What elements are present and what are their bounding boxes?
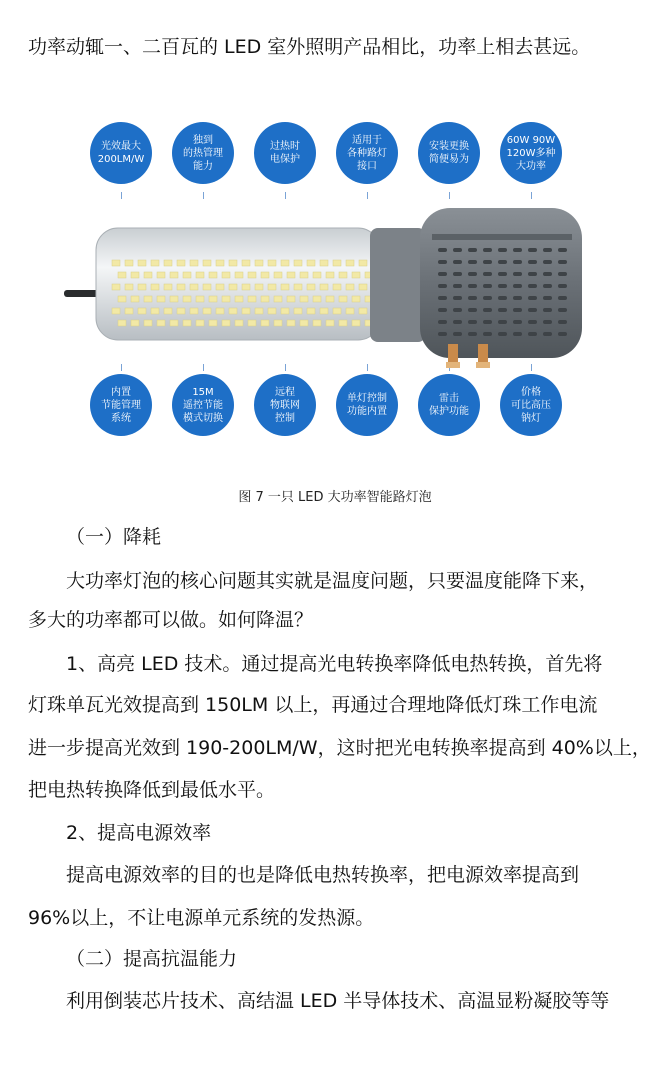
led-chip [229, 260, 237, 266]
led-chip [248, 272, 256, 278]
heat-sink-vent [453, 248, 462, 252]
led-chip [300, 320, 308, 326]
led-chip [281, 308, 289, 314]
led-chip [339, 320, 347, 326]
led-chip [203, 284, 211, 290]
led-chip [268, 260, 276, 266]
led-chip [151, 308, 159, 314]
led-chip [177, 308, 185, 314]
heat-sink-vent [468, 320, 477, 324]
led-chip [203, 308, 211, 314]
heat-sink-vent [513, 272, 522, 276]
heat-sink-vent [558, 308, 567, 312]
led-chip [216, 260, 224, 266]
heat-sink-vent [498, 272, 507, 276]
led-chip [307, 284, 315, 290]
led-chip [118, 272, 126, 278]
led-chip [196, 320, 204, 326]
led-chip [138, 308, 146, 314]
led-chip [352, 296, 360, 302]
led-chip [222, 272, 230, 278]
led-chip [170, 296, 178, 302]
led-chip [170, 272, 178, 278]
heat-sink-vent [528, 308, 537, 312]
led-chip [320, 260, 328, 266]
text-line: 多大的功率都可以做。如何降温？ [28, 609, 314, 631]
led-chip [255, 260, 263, 266]
led-chip [125, 260, 133, 266]
heat-sink-vent [543, 260, 552, 264]
led-chip [183, 320, 191, 326]
led-chip [170, 320, 178, 326]
led-chip [183, 272, 191, 278]
top-feature-badge: 60W 90W 120W多种 大功率 [500, 122, 562, 184]
heat-sink-vent [438, 320, 447, 324]
led-chip [261, 320, 269, 326]
led-chip [138, 260, 146, 266]
led-chip [313, 272, 321, 278]
led-chip [274, 272, 282, 278]
heat-sink-vent [528, 320, 537, 324]
heat-sink-vent [483, 272, 492, 276]
heat-sink-vent [438, 284, 447, 288]
led-chip [274, 320, 282, 326]
text-line: 把电热转换降低到最低水平。 [28, 779, 276, 801]
bottom-feature-badge: 远程 物联网 控制 [254, 374, 316, 436]
led-chip [326, 320, 334, 326]
led-chip [274, 296, 282, 302]
led-chip [346, 308, 354, 314]
led-chip [235, 320, 243, 326]
led-chip [242, 308, 250, 314]
led-chip [300, 272, 308, 278]
top-feature-badge: 光效最大 200LM/W [90, 122, 152, 184]
led-chip [268, 308, 276, 314]
heat-sink-vent [453, 260, 462, 264]
led-chip [307, 308, 315, 314]
led-chip [281, 284, 289, 290]
top-feature-badge: 过热时 电保护 [254, 122, 316, 184]
heat-sink-vent [483, 308, 492, 312]
heat-sink-vent [498, 248, 507, 252]
led-chip [196, 296, 204, 302]
led-chip [183, 296, 191, 302]
heat-sink-vent [483, 248, 492, 252]
led-chip [222, 320, 230, 326]
heat-sink-vent [558, 284, 567, 288]
heat-sink-vent [528, 284, 537, 288]
led-chip [216, 284, 224, 290]
bottom-feature-badge: 价格 可比高压 钠灯 [500, 374, 562, 436]
text-line: 进一步提高光效到 190-200LM/W，这时把光电转换率提高到 40%以上， [28, 737, 651, 759]
led-chip [320, 308, 328, 314]
top-feature-badge: 独到 的热管理 能力 [172, 122, 234, 184]
bottom-feature-badge: 15M 遥控节能 模式切换 [172, 374, 234, 436]
led-chip [112, 308, 120, 314]
heat-sink-vent [513, 308, 522, 312]
led-chip [118, 320, 126, 326]
led-chip [131, 320, 139, 326]
led-chip [164, 308, 172, 314]
led-chip [164, 284, 172, 290]
led-chip [235, 272, 243, 278]
heat-sink-vent [438, 296, 447, 300]
led-chip [157, 272, 165, 278]
led-chip [359, 308, 367, 314]
text-line: 利用倒装芯片技术、高结温 LED 半导体技术、高温显粉凝胶等等 [66, 990, 610, 1012]
led-chip [313, 296, 321, 302]
led-chip [125, 308, 133, 314]
led-chip [177, 260, 185, 266]
led-chip [203, 260, 211, 266]
heat-sink-vent [543, 332, 552, 336]
led-chip [196, 272, 204, 278]
led-chip [222, 296, 230, 302]
led-chip [255, 284, 263, 290]
led-chip [144, 296, 152, 302]
heat-sink-vent [438, 272, 447, 276]
heat-sink-vent [558, 320, 567, 324]
led-chip [216, 308, 224, 314]
heat-sink-vent [453, 296, 462, 300]
heat-sink-vent [498, 296, 507, 300]
led-chip [131, 296, 139, 302]
heat-sink-vent [483, 332, 492, 336]
heat-sink-vent [468, 248, 477, 252]
led-chip [248, 296, 256, 302]
led-chip [287, 320, 295, 326]
heat-sink-vent [498, 332, 507, 336]
section-heading-reduce-consumption: （一）降耗 [66, 526, 162, 548]
heat-sink-vent [513, 284, 522, 288]
heat-sink-vent [558, 332, 567, 336]
led-chip [261, 296, 269, 302]
heat-sink-vent [513, 320, 522, 324]
led-chip [164, 260, 172, 266]
heat-sink-vent [453, 284, 462, 288]
heat-sink-vent [543, 308, 552, 312]
led-chip [229, 308, 237, 314]
led-chip [112, 284, 120, 290]
led-chip [300, 296, 308, 302]
heat-sink-vent [543, 296, 552, 300]
heat-sink-vent [528, 260, 537, 264]
heat-sink-vent [483, 296, 492, 300]
led-chip [177, 284, 185, 290]
text-line: 灯珠单瓦光效提高到 150LM 以上，再通过合理地降低灯珠工作电流 [28, 694, 598, 716]
heat-sink-vent [498, 284, 507, 288]
led-chip [268, 284, 276, 290]
text-line: 功率动辄一、二百瓦的 LED 室外照明产品相比，功率上相去甚远。 [28, 36, 591, 58]
led-chip [346, 284, 354, 290]
led-bulb-figure [60, 112, 620, 462]
led-chip [339, 272, 347, 278]
led-chip [118, 296, 126, 302]
led-chip [151, 260, 159, 266]
heat-sink-vent [468, 284, 477, 288]
led-chip [255, 308, 263, 314]
led-chip [359, 260, 367, 266]
led-chip [235, 296, 243, 302]
led-chip [339, 296, 347, 302]
heat-sink-vent [528, 296, 537, 300]
heat-sink-vent [498, 308, 507, 312]
heat-sink-vent [543, 272, 552, 276]
sub-heading-power-efficiency: 2、提高电源效率 [66, 822, 212, 844]
heat-sink-vent [468, 308, 477, 312]
led-chip [287, 272, 295, 278]
figure-caption: 图 7 一只 LED 大功率智能路灯泡 [238, 490, 432, 505]
top-feature-badge: 安装更换 简便易为 [418, 122, 480, 184]
heat-sink-vent [453, 332, 462, 336]
led-chip [138, 284, 146, 290]
led-chip [320, 284, 328, 290]
led-chip [294, 260, 302, 266]
heat-sink-vent [483, 320, 492, 324]
heat-sink-vent [453, 320, 462, 324]
text-line: 大功率灯泡的核心问题其实就是温度问题，只要温度能降下来， [66, 570, 599, 592]
led-chip [359, 284, 367, 290]
text-line: 提高电源效率的目的也是降低电热转换率，把电源效率提高到 [66, 864, 580, 886]
led-chip [151, 284, 159, 290]
bottom-feature-badge: 单灯控制 功能内置 [336, 374, 398, 436]
text-line: 1、高亮 LED 技术。通过提高光电转换率降低电热转换，首先将 [66, 653, 603, 675]
heat-sink-vent [558, 296, 567, 300]
bottom-feature-badge: 雷击 保护功能 [418, 374, 480, 436]
heat-sink-vent [528, 332, 537, 336]
heat-sink-vent [558, 248, 567, 252]
led-chip [352, 320, 360, 326]
led-chip [131, 272, 139, 278]
heat-sink-vent [438, 248, 447, 252]
led-chip [326, 296, 334, 302]
led-chip [144, 272, 152, 278]
heat-sink-vent [438, 308, 447, 312]
heat-sink-vent [558, 260, 567, 264]
heat-sink-vent [543, 248, 552, 252]
heat-sink-vent [468, 296, 477, 300]
bottom-feature-badge: 内置 节能管理 系统 [90, 374, 152, 436]
heat-sink-vent [453, 308, 462, 312]
heat-sink-vent [528, 272, 537, 276]
heat-sink-vent [498, 260, 507, 264]
heat-sink-vent [438, 332, 447, 336]
led-chip [313, 320, 321, 326]
led-chip [125, 284, 133, 290]
led-chip [190, 308, 198, 314]
heat-sink-vent [513, 296, 522, 300]
section-heading-temperature-resistance: （二）提高抗温能力 [66, 948, 238, 970]
heat-sink-vent [468, 272, 477, 276]
led-chip [333, 308, 341, 314]
led-chip [190, 260, 198, 266]
text-line: 96%以上，不让电源单元系统的发热源。 [28, 907, 375, 929]
led-chip [281, 260, 289, 266]
led-chip [242, 260, 250, 266]
led-chip [248, 320, 256, 326]
heat-sink-vent [483, 284, 492, 288]
led-chip [294, 284, 302, 290]
led-chip [352, 272, 360, 278]
led-chip [190, 284, 198, 290]
led-chip [326, 272, 334, 278]
heat-sink-vent [543, 284, 552, 288]
led-chip [333, 284, 341, 290]
led-chip [261, 272, 269, 278]
led-chip [209, 320, 217, 326]
led-chip [346, 260, 354, 266]
led-chip [157, 296, 165, 302]
heat-sink-vent [528, 248, 537, 252]
led-chip [229, 284, 237, 290]
top-feature-badge: 适用于 各种路灯 接口 [336, 122, 398, 184]
heat-sink-vent [498, 320, 507, 324]
led-chip [157, 320, 165, 326]
heat-sink-vent [468, 260, 477, 264]
heat-sink-vent [513, 332, 522, 336]
heat-sink-vent [558, 272, 567, 276]
heat-sink-vent [453, 272, 462, 276]
heat-sink-vent [468, 332, 477, 336]
led-bulb-illustration [60, 112, 620, 462]
led-chip [209, 296, 217, 302]
heat-sink-vent [438, 260, 447, 264]
heat-sink-vent [513, 260, 522, 264]
heat-sink-vent [543, 320, 552, 324]
led-chip [242, 284, 250, 290]
led-chip [294, 308, 302, 314]
led-chip [287, 296, 295, 302]
led-chip [209, 272, 217, 278]
heat-sink-vent [513, 248, 522, 252]
led-chip [144, 320, 152, 326]
led-chip [333, 260, 341, 266]
heat-sink-vent [483, 260, 492, 264]
led-chip [307, 260, 315, 266]
led-chip [112, 260, 120, 266]
